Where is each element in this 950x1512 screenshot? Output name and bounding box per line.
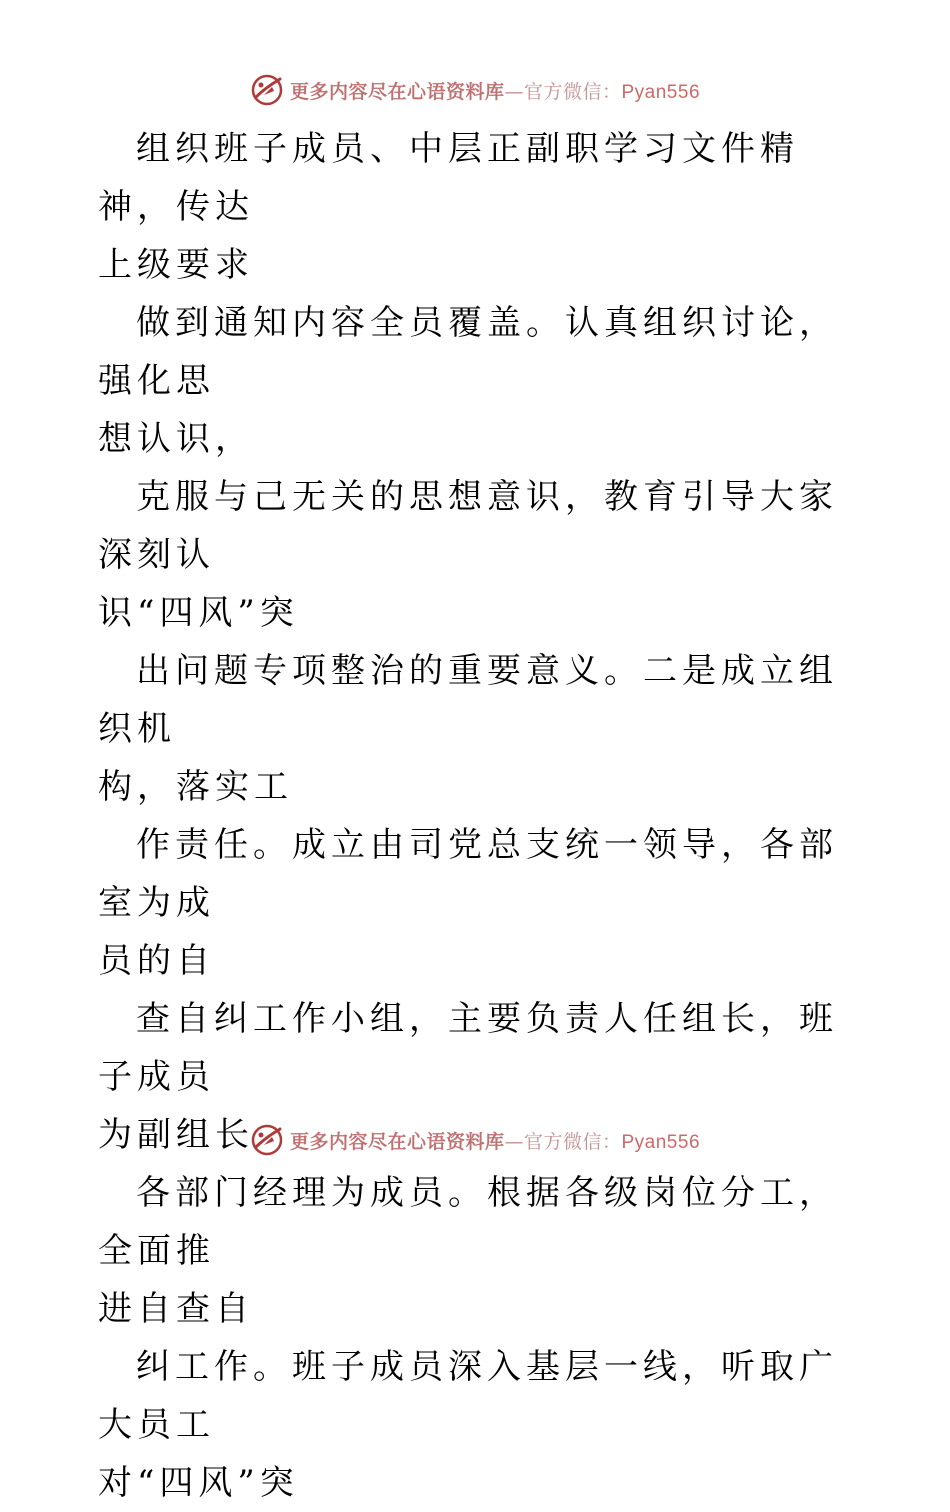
paragraph-line: 为副组长 [98,1115,254,1155]
paragraph [98,1338,858,1512]
paragraph-line: 构，落实工 [98,767,293,807]
paragraph-line: 纠工作。班子成员深入基层一线，听取广大员工 [98,1347,838,1445]
header-watermark [0,68,950,112]
watermark-brand: 更多内容尽在心语资料库 [289,1130,505,1153]
document-body [98,120,858,1512]
brand-logo-icon [250,1123,284,1157]
watermark-separator: — [504,1130,524,1153]
paragraph-line: 上级要求 [98,245,254,285]
watermark-wechat-id: Pyan556 [621,81,701,103]
watermark-separator: — [504,80,524,103]
paragraph-line: 克服与己无关的思想意识，教育引导大家深刻认 [98,477,838,575]
watermark-label: 官方微信： [523,80,622,103]
paragraph-line: 想认识， [98,419,254,459]
paragraph [98,294,858,468]
watermark-brand: 更多内容尽在心语资料库 [289,80,505,103]
paragraph-line: 进自查自 [98,1289,254,1329]
paragraph [98,1164,858,1338]
watermark-text [290,1127,700,1154]
paragraph-line: 查自纠工作小组，主要负责人任组长，班子成员 [98,999,838,1097]
watermark-label: 官方微信： [523,1130,622,1153]
paragraph [98,816,858,990]
paragraph [98,120,858,294]
paragraph-line: 出问题专项整治的重要意义。二是成立组织机 [98,651,838,749]
paragraph [98,468,858,642]
paragraph-line: 组织班子成员、中层正副职学习文件精神，传达 [98,129,799,227]
footer-watermark [0,1118,950,1162]
paragraph-line: 识“四风”突 [98,593,299,633]
paragraph-line: 各部门经理为成员。根据各级岗位分工，全面推 [98,1173,838,1271]
watermark-text [290,77,700,104]
paragraph [98,642,858,816]
paragraph-line: 员的自 [98,941,215,981]
watermark-wechat-id: Pyan556 [621,1131,701,1153]
brand-logo-icon [250,73,284,107]
paragraph-line: 作责任。成立由司党总支统一领导，各部室为成 [98,825,838,923]
paragraph-line: 做到通知内容全员覆盖。认真组织讨论，强化思 [98,303,838,401]
paragraph-line: 对“四风”突 [98,1463,299,1503]
